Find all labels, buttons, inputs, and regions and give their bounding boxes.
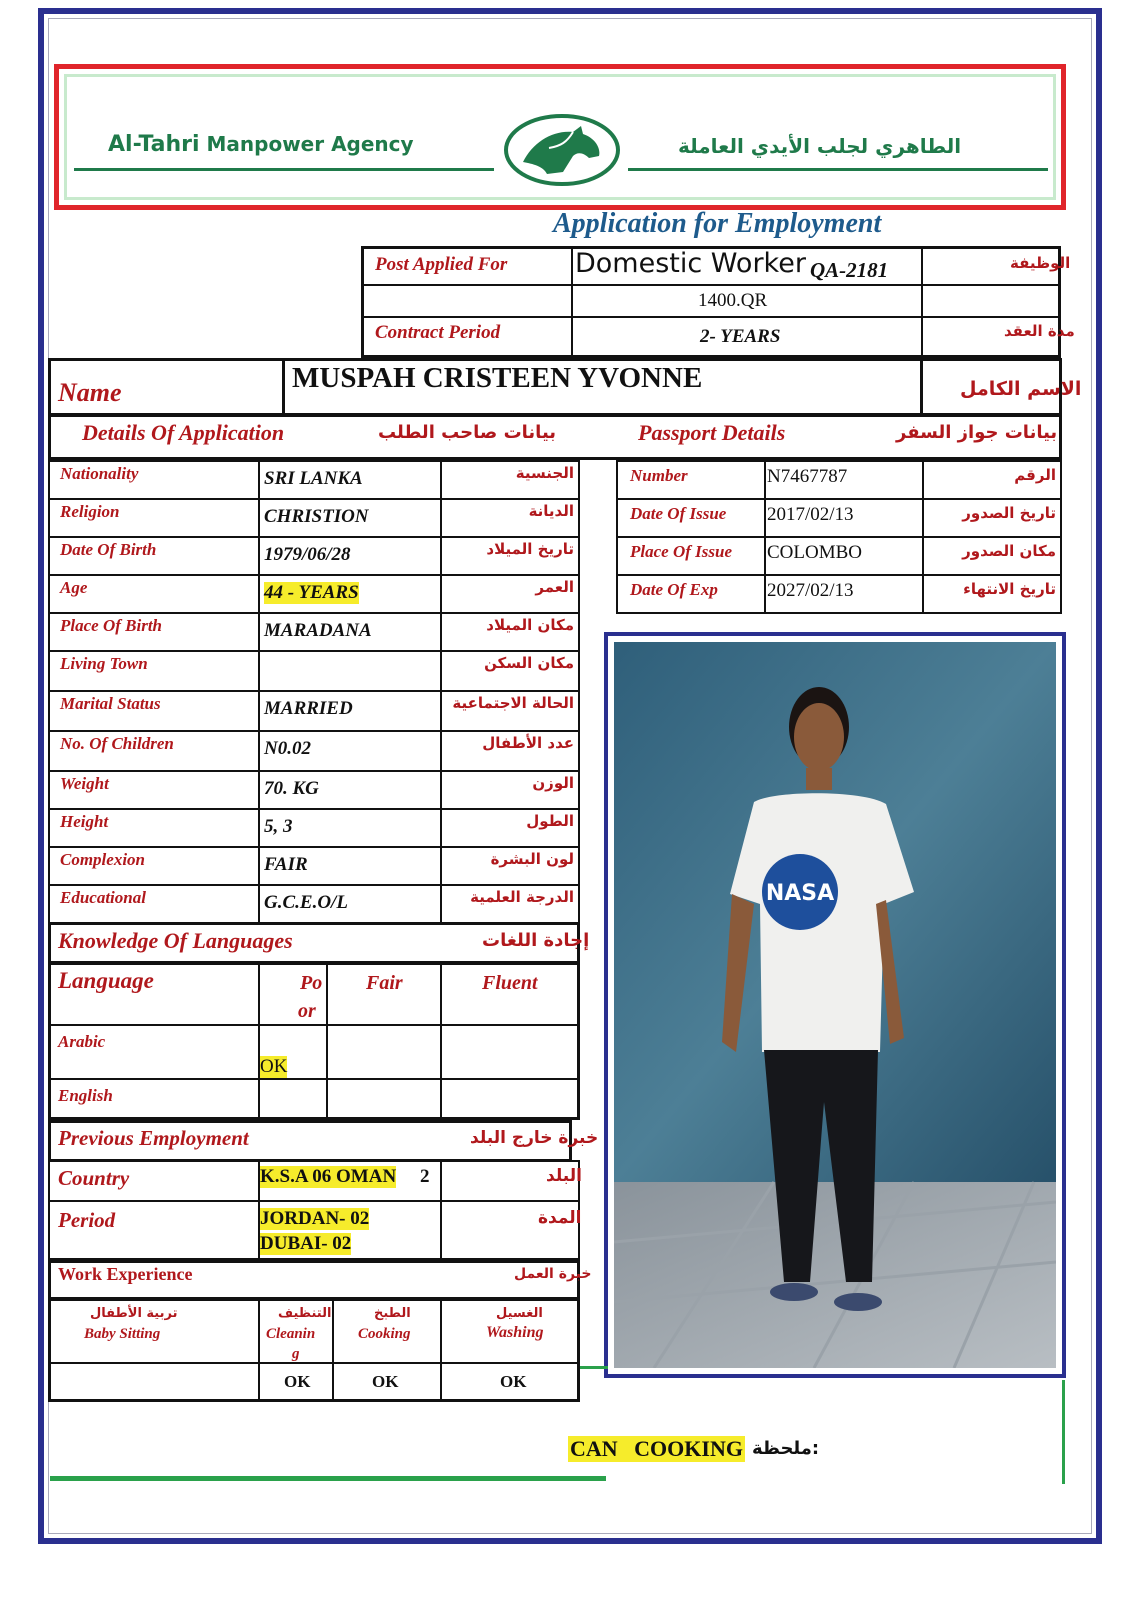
detail-ar: الديانة <box>528 502 574 520</box>
arabic-row-fluent <box>440 1024 580 1080</box>
country-ar: البلد <box>546 1166 582 1186</box>
language-col-label: Language <box>58 968 154 993</box>
name-ar: الاسم الكامل <box>960 378 1082 400</box>
detail-value: SRI LANKA <box>264 468 363 489</box>
skill-cleaning-en-2: g <box>292 1346 300 1362</box>
period-line-2: DUBAI- 02 <box>260 1233 352 1254</box>
passport-label: Place Of Issue <box>630 542 732 561</box>
salary-value: 1400.QR <box>698 290 768 311</box>
detail-label: No. Of Children <box>60 734 174 753</box>
passport-value: COLOMBO <box>767 542 863 563</box>
salary-ar-cell <box>921 284 1061 318</box>
detail-value: 44 - YEARS <box>264 582 359 603</box>
detail-ar: العمر <box>535 578 574 596</box>
passport-label: Date Of Exp <box>630 580 718 599</box>
arabic-row-fair <box>326 1024 442 1080</box>
detail-value: G.C.E.O/L <box>264 892 348 913</box>
name-value: MUSPAH CRISTEEN YVONNE <box>292 362 703 394</box>
fair-col-label: Fair <box>366 972 403 994</box>
post-ar: الوظيفة <box>1010 254 1071 272</box>
arabic-label: Arabic <box>58 1032 106 1051</box>
detail-label: Nationality <box>60 464 139 483</box>
previous-title: Previous Employment <box>58 1126 249 1150</box>
work-ar: خبرة العمل <box>514 1266 592 1282</box>
work-title: Work Experience <box>58 1264 193 1284</box>
post-code: QA-2181 <box>810 258 889 282</box>
green-rule-right <box>1062 1380 1065 1484</box>
skill-washing-status: OK <box>500 1372 527 1391</box>
green-rule-top <box>580 1366 608 1369</box>
header-line-left <box>74 168 494 171</box>
passport-section-ar: بيانات جواز السفر <box>896 422 1058 443</box>
detail-value: 70. KG <box>264 778 319 799</box>
horse-head-logo-icon <box>503 112 621 188</box>
note-value: CAN COOKING <box>570 1436 743 1461</box>
detail-ar: لون البشرة <box>490 850 574 868</box>
detail-label: Date Of Birth <box>60 540 157 559</box>
fluent-col-label: Fluent <box>482 972 538 994</box>
detail-label: Age <box>60 578 88 597</box>
country-value: K.S.A 06 OMAN <box>260 1166 397 1187</box>
detail-value: MARRIED <box>264 698 353 719</box>
passport-ar: تاريخ الانتهاء <box>963 580 1056 598</box>
detail-ar: مكان الميلاد <box>486 616 574 634</box>
detail-ar: مكان السكن <box>484 654 574 672</box>
poor-col-label-2: or <box>298 1000 316 1022</box>
detail-ar: تاريخ الميلاد <box>486 540 574 558</box>
details-section-ar: بيانات صاحب الطلب <box>378 422 557 443</box>
detail-label: Marital Status <box>60 694 161 713</box>
detail-value: N0.02 <box>264 738 311 759</box>
previous-ar: خبرة خارج البلد <box>470 1128 599 1148</box>
agency-name-en-part1: Al-Tahri <box>108 132 200 157</box>
skill-baby-ar: تربية الأطفال <box>90 1306 178 1321</box>
english-label: English <box>58 1086 113 1105</box>
detail-value: FAIR <box>264 854 308 875</box>
arabic-poor-value: OK <box>260 1056 288 1077</box>
skill-washing-ar: الغسيل <box>496 1306 543 1321</box>
post-label: Post Applied For <box>375 254 508 275</box>
detail-value: 5, 3 <box>264 816 293 837</box>
passport-section-title: Passport Details <box>638 420 786 445</box>
skill-washing-en: Washing <box>486 1324 544 1341</box>
english-row-fair <box>326 1078 442 1120</box>
detail-label: Religion <box>60 502 120 521</box>
country-extra: 2 <box>420 1166 430 1187</box>
languages-ar: إجادة اللغات <box>482 930 590 951</box>
skill-cleaning-ar: التنظيف <box>278 1306 332 1321</box>
skill-cleaning-en: Cleanin <box>266 1326 316 1342</box>
post-value: Domestic Worker <box>575 248 806 279</box>
detail-ar: الوزن <box>532 774 574 792</box>
passport-label: Date Of Issue <box>630 504 727 523</box>
details-section-title: Details Of Application <box>82 420 285 445</box>
detail-value: CHRISTION <box>264 506 369 527</box>
detail-value: 1979/06/28 <box>264 544 351 565</box>
passport-value: 2027/02/13 <box>767 580 854 601</box>
detail-ar: الحالة الاجتماعية <box>452 694 574 712</box>
name-label: Name <box>58 378 122 407</box>
detail-label: Complexion <box>60 850 146 869</box>
passport-ar: مكان الصدور <box>962 542 1056 560</box>
detail-ar: الدرجة العلمية <box>470 888 574 906</box>
applicant-photo <box>614 642 1056 1368</box>
passport-value: N7467787 <box>767 466 848 487</box>
english-row-fluent <box>440 1078 580 1120</box>
skill-baby-en: Baby Sitting <box>84 1326 161 1342</box>
detail-label: Height <box>60 812 109 831</box>
detail-ar: الطول <box>526 812 574 830</box>
detail-label: Weight <box>60 774 109 793</box>
contract-ar: مدة العقد <box>1004 322 1075 340</box>
agency-name-en-part2: Manpower Agency <box>206 132 414 156</box>
passport-ar: تاريخ الصدور <box>962 504 1056 522</box>
languages-title: Knowledge Of Languages <box>58 928 293 953</box>
skill-cooking-ar: الطبخ <box>374 1306 411 1321</box>
english-row-poor <box>258 1078 328 1120</box>
skill-cleaning-status: OK <box>284 1372 311 1391</box>
agency-name-en <box>108 132 414 157</box>
passport-label: Number <box>630 466 688 485</box>
detail-value: MARADANA <box>264 620 372 641</box>
skills-divider <box>48 1362 580 1364</box>
form-title: Application for Employment <box>553 208 882 239</box>
detail-value-cell <box>258 650 442 692</box>
detail-label: Place Of Birth <box>60 616 162 635</box>
green-rule-bottom <box>50 1476 606 1481</box>
period-line-1: JORDAN- 02 <box>260 1208 370 1229</box>
shirt-text: NASA <box>765 881 835 906</box>
passport-value: 2017/02/13 <box>767 504 854 525</box>
passport-ar: الرقم <box>1014 466 1056 484</box>
contract-label: Contract Period <box>375 322 501 343</box>
detail-label: Educational <box>60 888 146 907</box>
note-label-ar: :ملحظة <box>752 1438 820 1459</box>
period-ar: المدة <box>538 1208 582 1228</box>
period-label: Period <box>58 1208 116 1232</box>
poor-col-label-1: Po <box>300 972 323 994</box>
detail-label: Living Town <box>60 654 148 673</box>
contract-value: 2- YEARS <box>700 326 781 347</box>
header-line-right <box>628 168 1048 171</box>
detail-ar: عدد الأطفال <box>482 734 574 752</box>
detail-ar: الجنسية <box>515 464 574 482</box>
country-label: Country <box>58 1166 130 1190</box>
agency-name-ar: الطاهري لجلب الأيدي العاملة <box>678 134 962 158</box>
skill-cooking-en: Cooking <box>358 1326 411 1342</box>
salary-label-cell <box>361 284 573 318</box>
skill-cooking-status: OK <box>372 1372 399 1391</box>
